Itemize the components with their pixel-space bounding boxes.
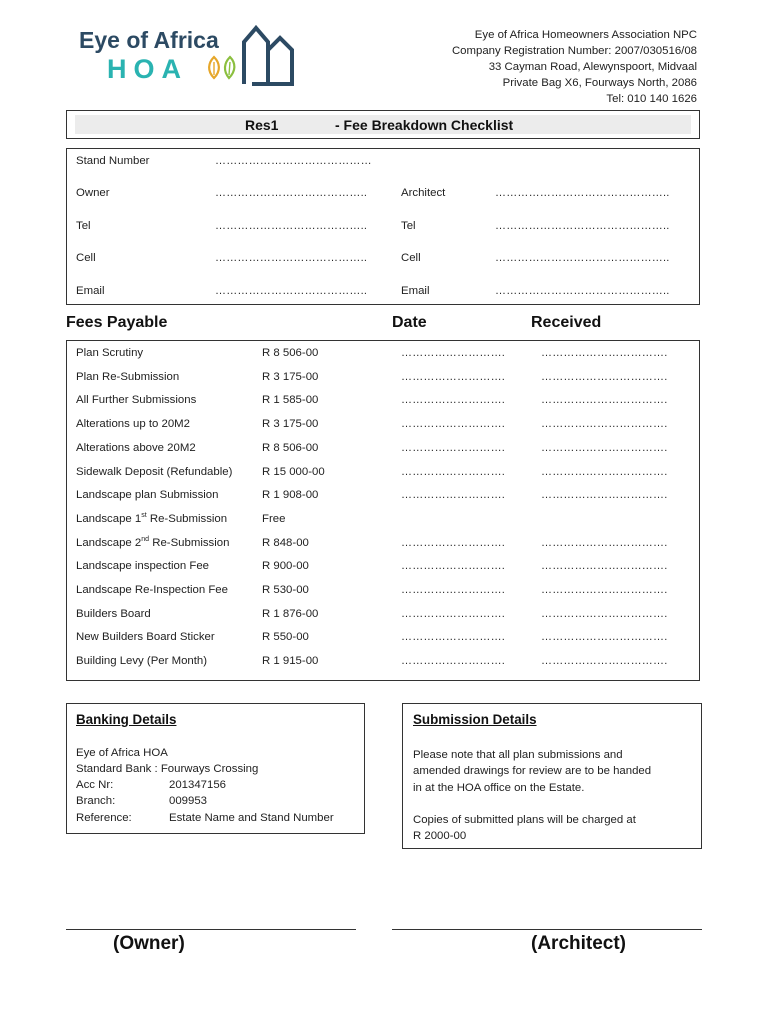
received-heading: Received	[531, 314, 602, 331]
fee-received-field[interactable]: …………………………….	[541, 489, 668, 502]
bank-account-name: Eye of Africa HOA	[76, 747, 168, 759]
submission-note-line: amended drawings for review are to be handed	[413, 765, 652, 778]
fee-date-field[interactable]: ……………………….	[401, 441, 506, 454]
reference-label: Reference:	[76, 812, 132, 824]
fee-item-label: Landscape plan Submission	[76, 489, 219, 502]
submission-note	[413, 747, 651, 796]
address-line: Tel: 010 140 1626	[606, 93, 697, 105]
fee-received-field[interactable]: …………………………….	[541, 394, 668, 407]
branch-label: Branch:	[76, 795, 116, 807]
fee-item-label: Alterations up to 20M2	[76, 418, 190, 431]
owner-tel-field[interactable]: …………………………………..	[215, 220, 368, 232]
form-title: - Fee Breakdown Checklist	[335, 117, 514, 133]
address-line: 33 Cayman Road, Alewynspoort, Midvaal	[488, 61, 697, 73]
fee-received-field[interactable]: …………………………….	[541, 655, 668, 668]
fee-item-ordinal: nd	[141, 535, 150, 543]
eye-of-africa-hoa-logo	[76, 24, 301, 90]
bank-name: Standard Bank : Fourways Crossing	[76, 763, 259, 775]
owner-cell-label: Cell	[76, 252, 96, 264]
owner-signature-line[interactable]	[66, 929, 356, 930]
fee-item-ordinal: st	[141, 512, 147, 520]
fees-table	[66, 340, 700, 681]
fee-date-field[interactable]: ……………………….	[401, 418, 506, 431]
fee-item-text: Landscape 1	[76, 512, 142, 525]
fee-amount: R 15 000-00	[262, 465, 325, 478]
architect-cell-field[interactable]: ………………………………………..	[495, 252, 670, 264]
owner-signature-label: (Owner)	[113, 933, 185, 954]
fee-item-label: All Further Submissions	[76, 394, 197, 407]
fee-received-field[interactable]: …………………………….	[541, 584, 668, 596]
fee-received-field[interactable]: …………………………….	[541, 465, 668, 478]
fee-received-field[interactable]: …………………………….	[541, 347, 668, 359]
copies-charge-line: R 2000-00	[413, 830, 467, 843]
fee-received-field[interactable]: …………………………….	[541, 441, 668, 454]
architect-email-field[interactable]: ………………………………………..	[495, 285, 670, 297]
fee-date-field[interactable]: ……………………….	[401, 560, 506, 573]
fee-date-field[interactable]: ……………………….	[401, 347, 506, 359]
fee-amount: R 530-00	[262, 584, 309, 596]
owner-tel-label: Tel	[76, 220, 91, 232]
fee-date-field[interactable]: ……………………….	[401, 607, 506, 620]
branch-value: 009953	[169, 795, 208, 807]
fee-item-text: Re-Submission	[146, 512, 228, 525]
fee-item-label	[76, 513, 227, 525]
submission-details-box	[402, 703, 702, 849]
submission-note-line: in at the HOA office on the Estate.	[413, 781, 585, 794]
fee-date-field[interactable]: ……………………….	[401, 655, 506, 668]
architect-signature-label: (Architect)	[531, 933, 627, 954]
fee-item-label: Plan Re-Submission	[76, 370, 180, 383]
fee-amount: R 8 506-00	[262, 441, 319, 454]
owner-architect-details-box	[66, 148, 700, 305]
copies-charge-note	[413, 812, 636, 845]
fees-payable-heading: Fees Payable	[66, 314, 168, 331]
fee-amount: R 8 506-00	[262, 347, 319, 359]
house-outline-icon-2	[252, 38, 292, 84]
stand-number-label: Stand Number	[76, 155, 150, 167]
green-leaf-vein-icon	[229, 62, 230, 75]
fee-item-label: Building Levy (Per Month)	[76, 655, 208, 668]
architect-tel-label: Tel	[401, 220, 416, 232]
fee-item-label: Landscape inspection Fee	[76, 560, 209, 573]
fee-item-text: Re-Submission	[149, 536, 230, 549]
architect-email-label: Email	[401, 285, 430, 297]
logo-name-line2: HOA	[107, 54, 188, 84]
fee-date-field[interactable]: ……………………….	[401, 370, 506, 383]
architect-signature-line[interactable]	[392, 929, 702, 930]
fee-received-field[interactable]: …………………………….	[541, 418, 668, 431]
fee-item-label: New Builders Board Sticker	[76, 631, 215, 644]
date-heading: Date	[392, 314, 427, 331]
architect-field[interactable]: ………………………………………..	[495, 187, 670, 199]
fee-received-field[interactable]: …………………………….	[541, 370, 668, 383]
copies-charge-line: Copies of submitted plans will be charged at	[413, 814, 636, 826]
fee-item-label: Alterations above 20M2	[76, 441, 196, 454]
fee-item-label: Sidewalk Deposit (Refundable)	[76, 465, 233, 478]
architect-tel-field[interactable]: ………………………………………..	[495, 220, 670, 232]
stand-number-field[interactable]: ……………………………………	[215, 155, 372, 167]
fee-item-text: Landscape 2	[76, 536, 142, 549]
fee-date-field[interactable]: ……………………….	[401, 394, 506, 407]
fee-amount: R 1 908-00	[262, 489, 319, 502]
submission-details-title: Submission Details	[413, 712, 537, 727]
fee-date-field[interactable]: ……………………….	[401, 631, 506, 644]
fee-item-label: Landscape Re-Inspection Fee	[76, 584, 228, 596]
fee-received-field[interactable]: …………………………….	[541, 536, 668, 549]
owner-field[interactable]: …………………………………..	[215, 187, 368, 199]
submission-note-line: Please note that all plan submissions and	[413, 749, 623, 761]
fee-item-label: Plan Scrutiny	[76, 347, 144, 359]
fee-amount: R 1 585-00	[262, 394, 319, 407]
fee-item-label	[76, 537, 229, 549]
form-code: Res1	[245, 117, 279, 133]
fee-received-field[interactable]: …………………………….	[541, 631, 668, 644]
architect-cell-label: Cell	[401, 252, 421, 264]
fee-amount: Free	[262, 512, 286, 525]
architect-label: Architect	[401, 187, 446, 199]
fee-received-field[interactable]: …………………………….	[541, 607, 668, 620]
form-title-box	[66, 110, 700, 139]
address-line: Company Registration Number: 2007/030516/08	[451, 45, 697, 57]
address-line: Private Bag X6, Fourways North, 2086	[502, 77, 697, 89]
fee-amount: R 900-00	[262, 560, 309, 573]
logo-name-line1: Eye of Africa	[79, 27, 219, 53]
fee-date-field[interactable]: ……………………….	[401, 536, 506, 549]
banking-details-title: Banking Details	[76, 712, 177, 727]
fee-amount: R 550-00	[262, 631, 309, 644]
form-title-band	[75, 115, 691, 134]
fee-item-label: Builders Board	[76, 607, 151, 620]
acc-nr-label: Acc Nr:	[76, 779, 114, 791]
fee-amount: R 848-00	[262, 536, 309, 549]
fee-received-field[interactable]: …………………………….	[541, 560, 668, 573]
acc-nr-value: 201347156	[169, 779, 227, 791]
fee-date-field[interactable]: ……………………….	[401, 584, 506, 596]
fee-date-field[interactable]: ……………………….	[401, 489, 506, 502]
address-line: Eye of Africa Homeowners Association NPC	[474, 29, 697, 41]
fee-amount: R 1 915-00	[262, 655, 319, 668]
fee-amount: R 3 175-00	[262, 418, 319, 431]
owner-email-field[interactable]: …………………………………..	[215, 285, 368, 297]
fee-date-field[interactable]: ……………………….	[401, 465, 506, 478]
banking-details-box	[66, 703, 365, 834]
house-outline-icon	[244, 28, 268, 84]
owner-label: Owner	[76, 187, 110, 199]
association-address	[452, 27, 697, 107]
owner-cell-field[interactable]: …………………………………..	[215, 252, 368, 264]
owner-email-label: Email	[76, 285, 105, 297]
fee-amount: R 3 175-00	[262, 370, 319, 383]
fee-amount: R 1 876-00	[262, 607, 319, 620]
reference-value: Estate Name and Stand Number	[169, 812, 334, 824]
